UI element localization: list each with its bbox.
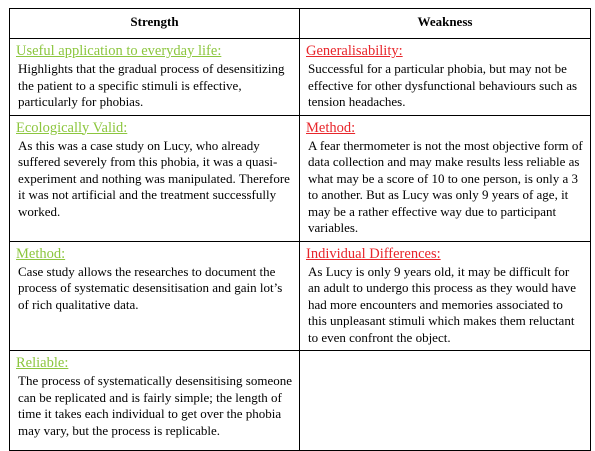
strength-cell [10,115,300,241]
strength-weakness-table [9,8,591,451]
table-row [10,115,591,241]
table-row [10,39,591,116]
weakness-body: Successful for a particular phobia, but may not be effective for other dysfunctional behaviours such as tension headaches. [308,61,578,109]
header-strength: Strength [10,9,300,39]
strength-cell [10,39,300,116]
weakness-title: Method: [306,119,356,136]
strength-body: Case study allows the researches to document the process of systematic desensitisation and gain lot’s of rich qualitative data. [18,263,283,312]
weakness-cell [300,39,591,116]
header-row [10,9,591,39]
weakness-title: Individual Differences: [306,245,441,262]
header-weakness: Weakness [300,9,591,39]
strength-body: Highlights that the gradual process of desensitizing the patient to a specific stimuli is effective, particularly for phobias. [18,61,285,109]
weakness-cell [300,115,591,241]
table-row [10,351,591,451]
strength-title: Reliable: [16,355,69,371]
weakness-body: As Lucy is only 9 years old, it may be difficult for an adult to undergo this process as they would have had more encounters and memories associated to this unpleasant stimuli which makes them reluctant to even confront the object. [308,263,577,345]
strength-title: Ecologically Valid: [16,119,128,136]
strength-body: As this was a case study on Lucy, who already suffered severely from this phobia, it was a quasi-experiment and nothing was manipulated. Therefore it was not artificial and the treatment successfully worked. [18,137,290,219]
weakness-cell-empty [300,351,591,451]
strength-cell [10,241,300,351]
strength-title: Useful application to everyday life: [16,43,222,59]
strength-body: The process of systematically desensitising someone can be replicated and is fairly simple; the length of time it takes each individual to get over the phobia may vary, but the process is replicable. [18,373,293,438]
strength-cell [10,351,300,451]
table-row [10,241,591,351]
weakness-title: Generalisability: [306,43,403,59]
weakness-cell [300,241,591,351]
weakness-body: A fear thermometer is not the most objective form of data collection and may make results less reliable as what may be a score of 10 to one person, is only a 3 to another. But as Lucy was only 9 years of age, it may be a rather effective way due to participant variables. [308,137,583,235]
strength-title: Method: [16,245,66,262]
